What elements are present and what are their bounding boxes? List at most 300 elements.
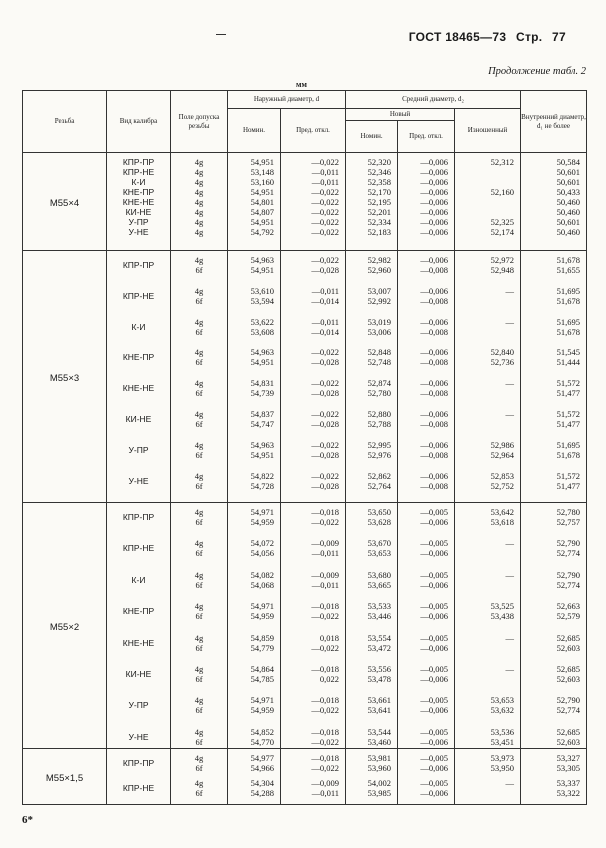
gauge-type: КПР-ПР — [122, 758, 155, 768]
outer-nominal: 54,288 — [250, 788, 274, 798]
worn-value: 52,840 — [490, 347, 515, 358]
tolerance-field: 6f — [195, 611, 203, 622]
col-pitch-nominal-cell — [346, 251, 398, 503]
pitch-deviation: —0,006 — [420, 187, 449, 197]
inner-diameter: 51,678 — [556, 326, 581, 337]
inner-diameter: 53,327 — [556, 753, 581, 763]
gauge-type: У-НЕ — [128, 475, 149, 486]
worn-value — [455, 296, 520, 306]
worn-value: 53,642 — [490, 507, 515, 517]
gauge-type: КНЕ-НЕ — [122, 637, 155, 648]
col-pitch-nominal: Номин. — [346, 121, 398, 153]
col-outer-diameter: Наружный диаметр, d — [228, 91, 346, 109]
outer-deviation: 0,022 — [319, 673, 340, 684]
tolerance-field: 4g — [194, 538, 204, 549]
inner-diameter: 52,780 — [556, 507, 581, 517]
worn-value: — — [505, 316, 515, 327]
col-tolerance-field-cell — [171, 153, 228, 251]
tolerance-field: 6f — [195, 265, 203, 275]
worn-value — [455, 580, 520, 590]
tolerance-field: 6f — [195, 736, 203, 747]
outer-nominal: 53,594 — [250, 295, 274, 306]
col-pitch-nominal-cell — [346, 153, 398, 251]
outer-nominal: 54,072 — [250, 538, 274, 549]
outer-nominal: 54,082 — [250, 569, 274, 580]
tolerance-field: 6f — [195, 357, 203, 368]
tolerance-field: 4g — [194, 255, 204, 265]
col-outer-deviation-cell — [281, 251, 346, 503]
pitch-nominal: 53,007 — [367, 285, 392, 296]
pitch-nominal: 52,880 — [367, 408, 392, 419]
pitch-nominal: 53,680 — [367, 569, 392, 580]
outer-nominal: 54,304 — [250, 778, 274, 788]
tolerance-field: 4g — [194, 663, 204, 674]
outer-nominal: 54,068 — [250, 579, 274, 590]
pitch-nominal: 53,628 — [367, 517, 392, 527]
outer-deviation: —0,009 — [311, 778, 340, 788]
inner-diameter: 51,444 — [556, 357, 581, 368]
inner-diameter: 53,305 — [556, 763, 581, 773]
col-worn: Изношенный — [455, 109, 521, 153]
outer-deviation: —0,022 — [311, 642, 340, 653]
gauge-type: КНЕ-ПР — [122, 352, 155, 363]
worn-value — [455, 388, 520, 398]
tolerance-field: 4g — [194, 347, 204, 358]
table-body — [23, 153, 587, 805]
worn-value: 52,853 — [490, 470, 515, 481]
inner-diameter: 50,601 — [556, 167, 581, 177]
pitch-nominal: 53,556 — [367, 663, 392, 674]
outer-nominal: 54,959 — [250, 705, 274, 716]
pitch-deviation: —0,005 — [420, 538, 449, 549]
gauge-type: К-И — [131, 321, 146, 332]
tolerance-field: 6f — [195, 480, 203, 491]
inner-diameter: 51,477 — [556, 388, 581, 399]
outer-deviation: —0,022 — [311, 255, 340, 265]
pitch-nominal: 52,788 — [367, 418, 392, 429]
pitch-deviation: —0,006 — [420, 642, 449, 653]
worn-value: 52,752 — [490, 480, 515, 491]
pitch-nominal: 53,554 — [367, 632, 392, 643]
tolerance-field: 4g — [194, 695, 204, 706]
pitch-nominal: 53,544 — [367, 726, 392, 737]
tolerance-field: 6f — [195, 705, 203, 716]
tolerance-field: 4g — [194, 753, 204, 763]
footer-page-mark: 6* — [22, 814, 33, 826]
pitch-deviation: —0,006 — [420, 177, 449, 187]
inner-diameter: 52,790 — [556, 569, 581, 580]
inner-diameter: 51,695 — [556, 439, 581, 450]
outer-nominal: 54,792 — [250, 227, 274, 237]
outer-deviation: —0,018 — [311, 753, 340, 763]
pitch-nominal: 53,641 — [367, 705, 392, 716]
pitch-nominal: 53,653 — [367, 548, 392, 559]
tolerance-field: 6f — [195, 548, 203, 559]
col-worn-value-cell — [455, 503, 521, 749]
col-outer-nominal-cell — [228, 153, 281, 251]
col-tolerance-field: Поле допуска резьбы — [171, 91, 228, 153]
inner-diameter: 52,603 — [556, 642, 581, 653]
outer-deviation: —0,028 — [311, 480, 340, 491]
worn-value: 53,618 — [490, 517, 515, 527]
outer-deviation: —0,022 — [311, 705, 340, 716]
pitch-nominal: 52,848 — [367, 347, 392, 358]
pitch-deviation: —0,005 — [420, 753, 449, 763]
col-pitch-deviation-cell — [398, 503, 455, 749]
thread-group-row — [23, 153, 587, 251]
thread-size: М55×4 — [23, 153, 107, 251]
gauge-type: У-ПР — [128, 700, 149, 711]
gauge-type: К-И — [131, 574, 146, 585]
col-outer-nominal-cell — [228, 251, 281, 503]
outer-deviation: —0,022 — [311, 611, 340, 622]
worn-value: — — [505, 663, 515, 674]
pitch-nominal: 52,358 — [367, 177, 392, 187]
thread-group-row — [23, 251, 587, 503]
outer-nominal: 54,852 — [250, 726, 274, 737]
pitch-nominal: 52,874 — [367, 378, 392, 389]
tolerance-field: 4g — [194, 470, 204, 481]
pitch-nominal: 52,320 — [367, 157, 392, 167]
outer-deviation: —0,022 — [311, 408, 340, 419]
outer-deviation: —0,018 — [311, 663, 340, 674]
inner-diameter: 52,579 — [556, 611, 581, 622]
worn-value: 53,525 — [490, 601, 515, 612]
outer-nominal: 54,951 — [250, 449, 274, 460]
outer-nominal: 54,747 — [250, 418, 274, 429]
pitch-deviation: —0,006 — [420, 736, 449, 747]
worn-value: 52,325 — [490, 217, 515, 227]
outer-deviation: —0,022 — [311, 227, 340, 237]
inner-diameter: 52,757 — [556, 517, 581, 527]
pitch-nominal: 52,992 — [367, 295, 392, 306]
pitch-deviation: —0,008 — [420, 265, 449, 275]
pitch-deviation: —0,008 — [420, 418, 449, 429]
outer-nominal: 54,951 — [250, 187, 274, 197]
pitch-deviation: —0,006 — [420, 316, 449, 327]
inner-diameter: 53,322 — [556, 788, 581, 798]
worn-value: 53,950 — [490, 763, 515, 773]
pitch-deviation: —0,006 — [420, 347, 449, 358]
outer-nominal: 54,963 — [250, 255, 274, 265]
gauge-type: КНЕ-НЕ — [122, 383, 155, 394]
pitch-deviation: —0,006 — [420, 763, 449, 773]
worn-value — [455, 643, 520, 653]
outer-nominal: 54,963 — [250, 347, 274, 358]
outer-deviation: —0,018 — [311, 507, 340, 517]
outer-deviation: —0,028 — [311, 265, 340, 275]
gauge-type: КНЕ-НЕ — [122, 197, 155, 207]
inner-diameter: 51,572 — [556, 378, 581, 389]
pitch-deviation: —0,005 — [420, 507, 449, 517]
outer-deviation: —0,011 — [311, 285, 340, 296]
worn-value: — — [505, 778, 515, 788]
outer-deviation: —0,022 — [311, 736, 340, 747]
outer-nominal: 53,608 — [250, 326, 274, 337]
worn-value: 52,312 — [490, 157, 515, 167]
tolerance-field: 4g — [194, 157, 204, 167]
tolerance-field: 4g — [194, 285, 204, 296]
tolerance-field: 4g — [194, 177, 204, 187]
outer-deviation: —0,022 — [311, 517, 340, 527]
pitch-deviation: —0,005 — [420, 778, 449, 788]
outer-deviation: —0,028 — [311, 357, 340, 368]
tolerance-field: 4g — [194, 507, 204, 517]
gauge-type: КИ-НЕ — [125, 413, 152, 424]
col-gauge-type-cell — [107, 503, 171, 749]
pitch-deviation: —0,005 — [420, 695, 449, 706]
worn-value — [455, 327, 520, 337]
inner-diameter: 52,663 — [556, 601, 581, 612]
pitch-nominal: 54,002 — [367, 778, 392, 788]
pitch-nominal: 52,960 — [367, 265, 392, 275]
tolerance-field: 6f — [195, 388, 203, 399]
outer-deviation: —0,022 — [311, 217, 340, 227]
page-number: 77 — [552, 30, 566, 44]
pitch-deviation: —0,006 — [420, 470, 449, 481]
col-gauge-type-cell — [107, 251, 171, 503]
continuation-note: Продолжение табл. 2 — [488, 66, 586, 77]
pitch-nominal: 52,195 — [367, 197, 392, 207]
gauge-table — [22, 90, 587, 805]
col-pitch-deviation: Пред. откл. — [398, 121, 455, 153]
pitch-nominal: 53,665 — [367, 579, 392, 590]
col-worn-value-cell — [455, 749, 521, 805]
gauge-type: У-НЕ — [128, 227, 149, 237]
outer-nominal: 54,864 — [250, 663, 274, 674]
col-inner-diameter-cell — [521, 503, 587, 749]
worn-value — [455, 674, 520, 684]
pitch-deviation: —0,006 — [420, 705, 449, 716]
worn-value: 52,986 — [490, 439, 515, 450]
outer-nominal: 53,160 — [250, 177, 274, 187]
pitch-nominal: 53,478 — [367, 673, 392, 684]
inner-diameter: 50,460 — [556, 197, 581, 207]
col-outer-deviation-cell — [281, 749, 346, 805]
outer-nominal: 54,056 — [250, 548, 274, 559]
pitch-nominal: 52,764 — [367, 480, 392, 491]
outer-deviation: —0,014 — [311, 295, 340, 306]
col-inner-diameter-cell — [521, 749, 587, 805]
outer-deviation: —0,022 — [311, 187, 340, 197]
outer-deviation: —0,022 — [311, 439, 340, 450]
outer-deviation: —0,028 — [311, 449, 340, 460]
tolerance-field: 6f — [195, 295, 203, 306]
col-outer-deviation-cell — [281, 503, 346, 749]
outer-deviation: —0,011 — [311, 548, 340, 559]
gauge-type: КИ-НЕ — [125, 207, 152, 217]
tolerance-field: 6f — [195, 642, 203, 653]
inner-diameter: 52,685 — [556, 632, 581, 643]
tolerance-field: 6f — [195, 763, 203, 773]
outer-nominal: 54,966 — [250, 763, 274, 773]
worn-value: — — [505, 378, 515, 389]
inner-diameter: 52,603 — [556, 673, 581, 684]
pitch-deviation: —0,005 — [420, 569, 449, 580]
gauge-type: КПР-НЕ — [122, 290, 155, 301]
worn-value — [455, 548, 520, 558]
tolerance-field: 6f — [195, 449, 203, 460]
outer-nominal: 54,959 — [250, 611, 274, 622]
thread-group-row — [23, 503, 587, 749]
tolerance-field: 4g — [194, 197, 204, 207]
worn-value: — — [505, 285, 515, 296]
pitch-nominal: 52,748 — [367, 357, 392, 368]
inner-diameter: 51,678 — [556, 295, 581, 306]
inner-diameter: 51,678 — [556, 449, 581, 460]
outer-nominal: 54,977 — [250, 753, 274, 763]
outer-nominal: 54,951 — [250, 217, 274, 227]
outer-nominal: 54,951 — [250, 265, 274, 275]
inner-diameter: 50,460 — [556, 227, 581, 237]
outer-nominal: 54,837 — [250, 408, 274, 419]
gauge-type: У-ПР — [128, 444, 149, 455]
worn-value — [455, 167, 520, 177]
gauge-type: КПР-НЕ — [122, 167, 155, 177]
col-pitch-deviation-cell — [398, 251, 455, 503]
gauge-type: КПР-ПР — [122, 157, 155, 167]
pitch-nominal: 52,995 — [367, 439, 392, 450]
pitch-deviation: —0,006 — [420, 255, 449, 265]
gauge-type: КПР-ПР — [122, 512, 155, 522]
inner-diameter: 50,460 — [556, 207, 581, 217]
worn-value — [455, 177, 520, 187]
inner-diameter: 52,774 — [556, 579, 581, 590]
inner-diameter: 52,603 — [556, 736, 581, 747]
col-gauge-type-cell — [107, 153, 171, 251]
outer-deviation: —0,018 — [311, 726, 340, 737]
tolerance-field: 6f — [195, 517, 203, 527]
pitch-deviation: —0,006 — [420, 157, 449, 167]
pitch-deviation: —0,006 — [420, 517, 449, 527]
pitch-nominal: 53,446 — [367, 611, 392, 622]
inner-diameter: 50,601 — [556, 177, 581, 187]
tolerance-field: 4g — [194, 167, 204, 177]
outer-deviation: —0,022 — [311, 763, 340, 773]
col-new: Новый — [346, 109, 455, 121]
outer-nominal: 53,148 — [250, 167, 274, 177]
outer-deviation: —0,022 — [311, 207, 340, 217]
pitch-nominal: 52,982 — [367, 255, 392, 265]
outer-nominal: 54,728 — [250, 480, 274, 491]
pitch-deviation: —0,006 — [420, 197, 449, 207]
worn-value: — — [505, 569, 515, 580]
worn-value: 52,972 — [490, 255, 515, 265]
gauge-type: КНЕ-ПР — [122, 606, 155, 617]
inner-diameter: 51,477 — [556, 418, 581, 429]
worn-value: 52,160 — [490, 187, 515, 197]
tolerance-field: 6f — [195, 579, 203, 590]
outer-nominal: 54,785 — [250, 673, 274, 684]
tolerance-field: 4g — [194, 569, 204, 580]
gauge-type: КНЕ-ПР — [122, 187, 155, 197]
inner-diameter: 51,477 — [556, 480, 581, 491]
inner-diameter: 51,678 — [556, 255, 581, 265]
pitch-deviation: —0,008 — [420, 388, 449, 399]
tolerance-field: 4g — [194, 316, 204, 327]
worn-value: 53,451 — [490, 736, 515, 747]
thread-group-row — [23, 749, 587, 805]
col-gauge-type: Вид калибра — [107, 91, 171, 153]
inner-diameter: 51,572 — [556, 470, 581, 481]
outer-nominal: 54,779 — [250, 642, 274, 653]
pitch-deviation: —0,006 — [420, 611, 449, 622]
worn-value: — — [505, 538, 515, 549]
tolerance-field: 4g — [194, 778, 204, 788]
pitch-nominal: 52,346 — [367, 167, 392, 177]
worn-value: 53,973 — [490, 753, 515, 763]
tolerance-field: 4g — [194, 408, 204, 419]
scan-mark — [216, 34, 226, 35]
inner-diameter: 52,774 — [556, 705, 581, 716]
outer-nominal: 54,801 — [250, 197, 274, 207]
pitch-nominal: 53,960 — [367, 763, 392, 773]
outer-deviation: —0,011 — [311, 788, 340, 798]
col-gauge-type-cell — [107, 749, 171, 805]
worn-value: 53,653 — [490, 695, 515, 706]
outer-nominal: 54,971 — [250, 695, 274, 706]
col-pitch-deviation-cell — [398, 749, 455, 805]
worn-value — [455, 207, 520, 217]
pitch-deviation: —0,005 — [420, 663, 449, 674]
pitch-deviation: —0,005 — [420, 726, 449, 737]
worn-value: — — [505, 408, 515, 419]
col-outer-deviation-cell — [281, 153, 346, 251]
outer-nominal: 54,807 — [250, 207, 274, 217]
inner-diameter: 51,695 — [556, 316, 581, 327]
outer-deviation: —0,022 — [311, 378, 340, 389]
tolerance-field: 6f — [195, 418, 203, 429]
outer-nominal: 54,951 — [250, 157, 274, 167]
gauge-type: КПР-НЕ — [122, 543, 155, 554]
outer-deviation: —0,014 — [311, 326, 340, 337]
pitch-deviation: —0,006 — [420, 788, 449, 798]
pitch-deviation: —0,006 — [420, 167, 449, 177]
outer-deviation: —0,018 — [311, 695, 340, 706]
gauge-type: КПР-НЕ — [122, 783, 155, 793]
page-header — [403, 30, 566, 44]
worn-value: 53,438 — [490, 611, 515, 622]
col-pitch-nominal-cell — [346, 749, 398, 805]
outer-deviation: —0,028 — [311, 388, 340, 399]
col-tolerance-field-cell — [171, 749, 228, 805]
pitch-deviation: —0,008 — [420, 480, 449, 491]
inner-diameter: 52,790 — [556, 538, 581, 549]
pitch-deviation: —0,006 — [420, 217, 449, 227]
pitch-deviation: —0,005 — [420, 632, 449, 643]
pitch-nominal: 52,780 — [367, 388, 392, 399]
inner-diameter: 50,584 — [556, 157, 581, 167]
gost-number: ГОСТ 18465—73 — [408, 30, 507, 44]
col-outer-nominal-cell — [228, 749, 281, 805]
tolerance-field: 4g — [194, 726, 204, 737]
tolerance-field: 6f — [195, 673, 203, 684]
outer-deviation: —0,022 — [311, 347, 340, 358]
gauge-type: КИ-НЕ — [125, 668, 152, 679]
pitch-nominal: 53,670 — [367, 538, 392, 549]
col-tolerance-field-cell — [171, 503, 228, 749]
tolerance-field: 6f — [195, 788, 203, 798]
inner-diameter: 52,685 — [556, 726, 581, 737]
pitch-nominal: 53,460 — [367, 736, 392, 747]
tolerance-field: 4g — [194, 217, 204, 227]
tolerance-field: 4g — [194, 227, 204, 237]
worn-value — [455, 197, 520, 207]
outer-deviation: —0,011 — [311, 177, 340, 187]
outer-nominal: 54,831 — [250, 378, 274, 389]
pitch-nominal: 53,985 — [367, 788, 392, 798]
pitch-deviation: —0,006 — [420, 579, 449, 590]
